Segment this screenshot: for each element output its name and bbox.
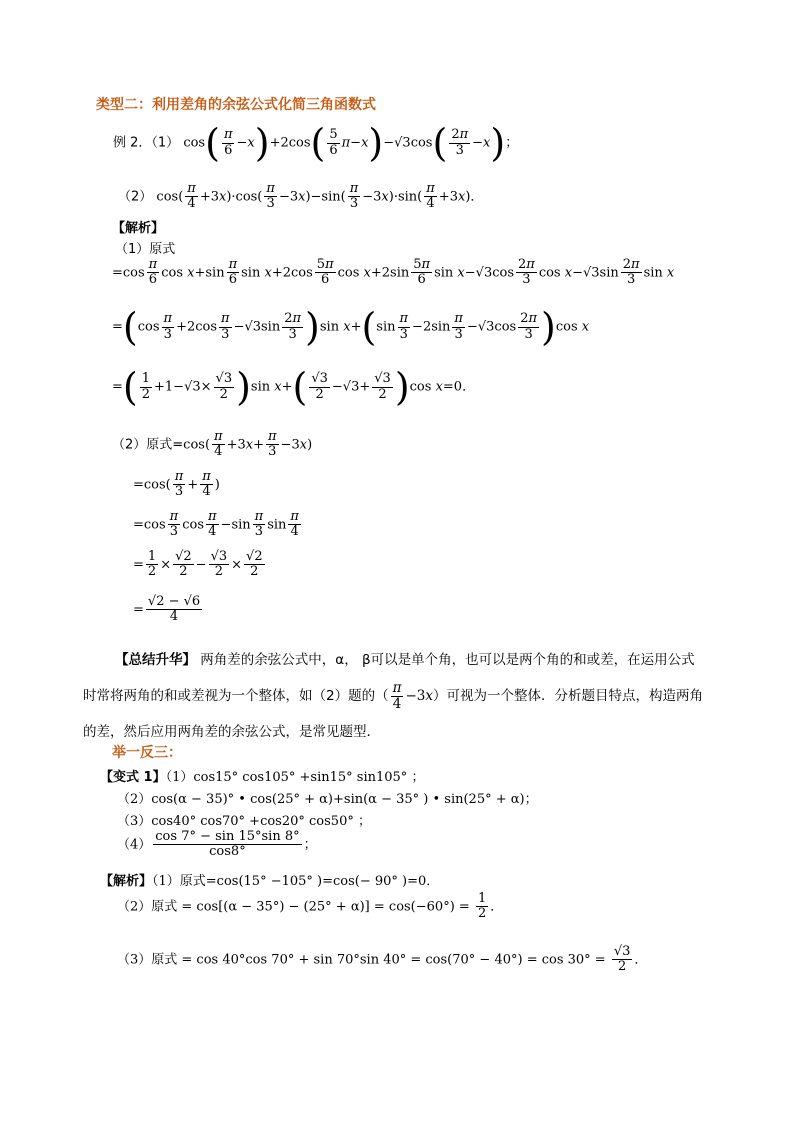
summary-text-2b: ）可视为一个整体．分析题目特点，构造两角 xyxy=(433,688,703,704)
part2-step-2: =cos( $\frac{\pi}{3}$ + $\frac{\pi}{4}$ ) xyxy=(133,469,220,500)
variant-a3-num: √3 xyxy=(613,944,631,959)
variant-a3-den: 2 xyxy=(617,959,627,975)
variant-q4-end: ； xyxy=(303,837,317,853)
variant-a3-end: ． xyxy=(634,952,648,968)
section-title: 类型二：利用差角的余弦公式化简三角函数式 xyxy=(96,97,376,113)
summary-label: 【总结升华】 xyxy=(115,652,196,668)
part1-step-3: =( $\frac{1}{2}$ +1−√3× $\frac{√3}{2}$ )sin x+( $\frac{√3}{2}$ −√3+ $\frac{√3}{2}$ )cos x=0． xyxy=(112,365,476,409)
variant-q1: （1）cos15° cos105° +sin15° sin105° ； xyxy=(165,770,425,785)
part2-step-1: （2）原式=cos( $\frac{\pi}{4}$ +3x+ $\frac{\pi}{3}$ −3x) xyxy=(112,429,313,460)
part2-step-4: = $\frac{1}{2}$ × $\frac{√2}{2}$ − $\frac{√3}{2}$ × $\frac{√2}{2}$ xyxy=(133,549,263,580)
variant-a2-den: 2 xyxy=(477,906,487,922)
variant-question-1 xyxy=(100,766,424,785)
variant-answer-2 xyxy=(117,892,503,922)
practice-title: 举一反三： xyxy=(112,745,182,761)
variant-a1: （1）原式=cos(15° −105° )=cos(− 90° )=0． xyxy=(152,874,440,889)
variant-q4-den: cos8° xyxy=(209,844,246,860)
part2-tail: ． xyxy=(470,189,484,205)
part2-label: （2）原式= xyxy=(112,437,184,453)
variant-question-4 xyxy=(117,830,317,860)
part1-step-1: =cos $\frac{\pi}{6}$ cos x+sin $\frac{\pi}{6}$ sin x+2cos $\frac{5\pi}{6}$ cos x+2sin $\frac{5\pi}{6}$ sin x−√3cos $\frac{2\pi}{3}$ cos x−√3sin $\frac{2\pi}{3}$ sin x xyxy=(112,257,675,288)
analysis-label: 【解析】 xyxy=(112,221,165,236)
variant-a2-end: ． xyxy=(490,899,504,915)
summary-text-2a: 时常将两角的和或差视为一个整体，如（2）题的（ xyxy=(83,688,389,704)
variant-answer-1 xyxy=(100,870,439,889)
part1-end: ． xyxy=(462,379,476,395)
variant-a2-num: 1 xyxy=(477,891,487,906)
variant-a3-pre: （3）原式 = cos 40°cos 70° + sin 70°sin 40° = cos(70° − 40°) = cos 30° = xyxy=(117,952,610,968)
variant-label: 【变式 1】 xyxy=(100,770,166,785)
variant-q4-num: cos 7° − sin 15°sin 8° xyxy=(155,829,300,844)
example-2-part-1: 例 2．（1） cos( $\frac{\pi}{6}$ −x)+2cos( $\frac{5}{6}$ π−x)−√3cos( $\frac{2\pi}{3}$ −x)； xyxy=(113,121,519,165)
variant-answer-3 xyxy=(117,945,647,975)
variant-question-2: （2）cos(α − 35)° • cos(25° + α)+sin(α − 35° ) • sin(25° + α)； xyxy=(117,792,538,807)
summary-text-1: 两角差的余弦公式中，α， β可以是单个角，也可以是两个角的和或差，在运用公式 xyxy=(196,652,695,668)
summary-paragraph: 【总结升华】 两角差的余弦公式中，α， β可以是单个角，也可以是两个角的和或差，在运用公式 时常将两角的和或差视为一个整体，如（2）题的（ $\frac{\pi}{4}$ −3x）可视为一个整体．分析题目特点，构造两角 的差，然后应用两角差的余弦公式，是常见题型． xyxy=(83,652,703,740)
example-label: 例 2．（1） xyxy=(113,135,180,151)
part2-label: （2） xyxy=(118,189,153,205)
part1-step-2: =(cos $\frac{\pi}{3}$ +2cos $\frac{\pi}{3}$ −√3sin $\frac{2\pi}{3}$ )sin x+(sin $\frac{\pi}{3}$ −2sin $\frac{\pi}{3}$ −√3cos $\frac{2\pi}{3}$ )cos x xyxy=(112,305,590,349)
part1-label: （1）原式 xyxy=(115,242,176,257)
variant-q4-label: （4） xyxy=(117,837,152,853)
example-2-part-2: （2） cos( $\frac{\pi}{4}$ +3x)·cos( $\frac{\pi}{3}$ −3x)−sin( $\frac{\pi}{3}$ −3x)·sin( $\frac{\pi}{4}$ +3x)． xyxy=(118,181,484,212)
summary-text-3: 的差，然后应用两角差的余弦公式，是常见题型． xyxy=(83,724,380,740)
variant-a2-pre: （2）原式 = cos[(α − 35°) − (25° + α)] = cos(−60°) = xyxy=(117,899,474,915)
part2-step-3: =cos $\frac{\pi}{3}$ cos $\frac{\pi}{4}$ −sin $\frac{\pi}{3}$ sin $\frac{\pi}{4}$ xyxy=(133,509,299,540)
variant-question-3: （3）cos40° cos70° +cos20° cos50° ； xyxy=(117,814,371,829)
part2-step-5: = $\frac{√2 - √6}{4}$ xyxy=(133,594,201,625)
variant-answer-label: 【解析】 xyxy=(100,874,153,889)
